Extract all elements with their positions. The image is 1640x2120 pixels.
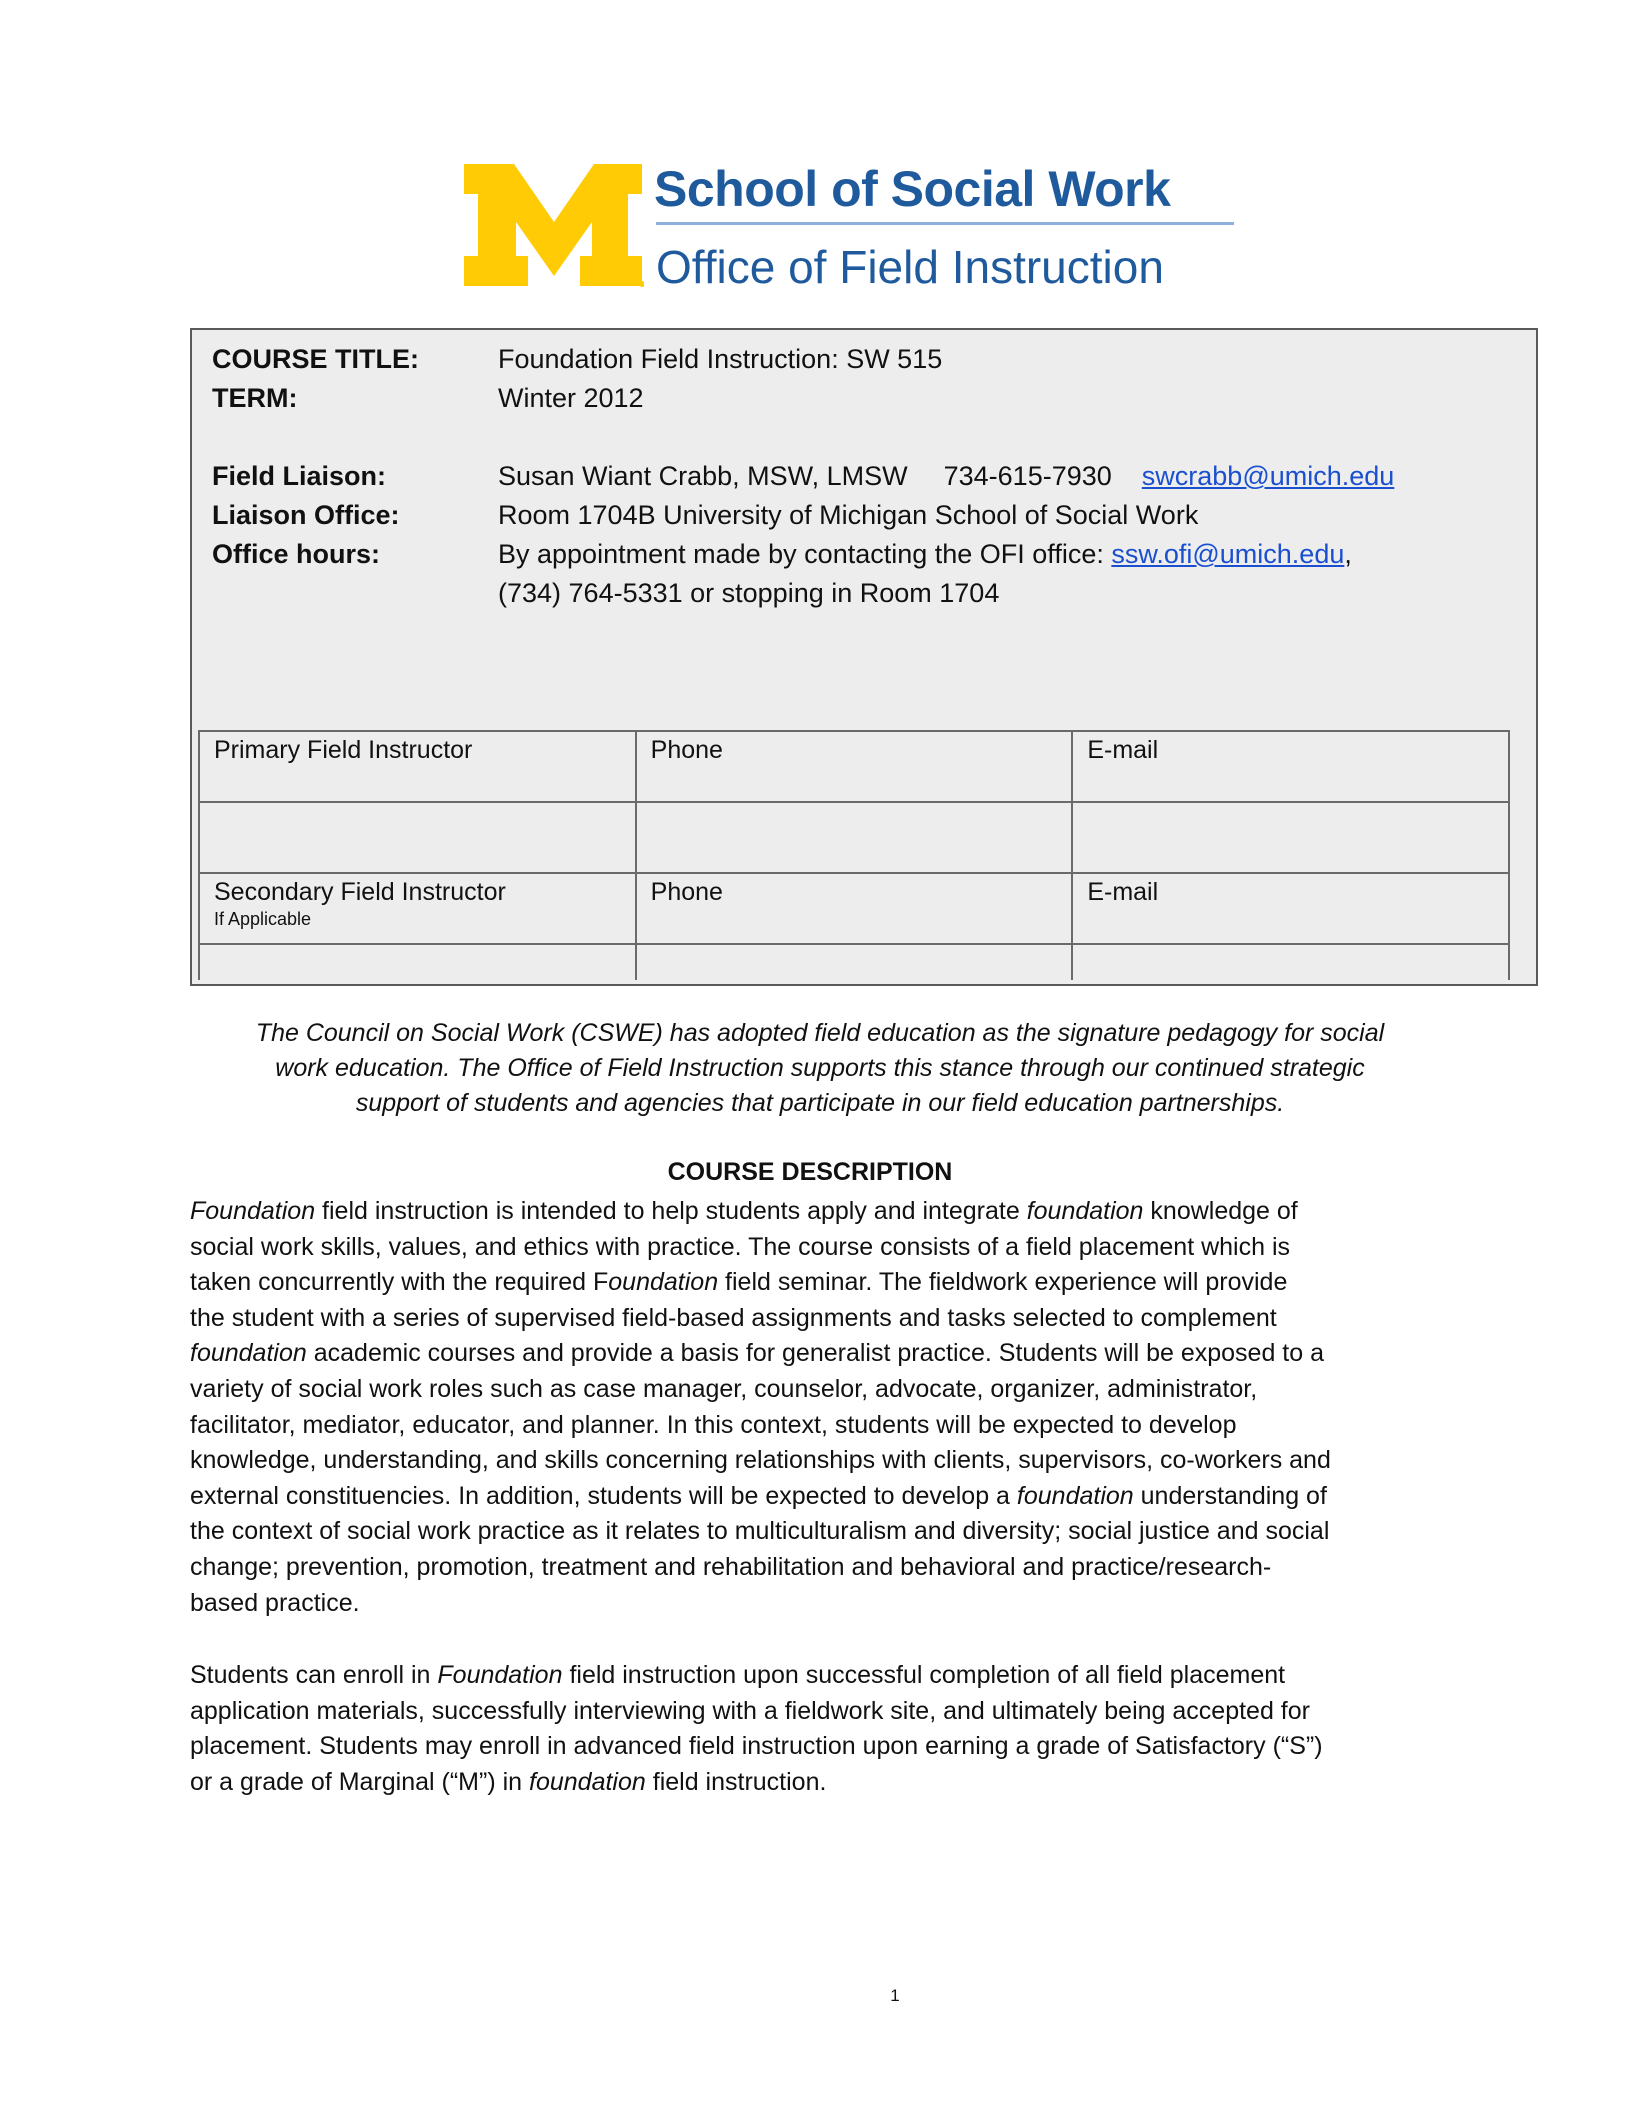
secondary-instructor-header-cell xyxy=(199,873,636,944)
paragraph-line: the student with a series of supervised field-based assignments and tasks selected to complement xyxy=(190,1303,1277,1332)
office-hours-value xyxy=(498,539,1352,570)
course-description-paragraph-1 xyxy=(190,1194,1440,1621)
table-row xyxy=(199,873,1509,944)
term-value: Winter 2012 xyxy=(498,383,644,413)
primary-instructor-header: Primary Field Instructor xyxy=(199,731,636,802)
field-liaison-value xyxy=(498,461,1394,492)
cswe-statement xyxy=(190,1016,1450,1121)
term-label: TERM: xyxy=(212,383,298,413)
paragraph-line: social work skills, values, and ethics with practice. The course consists of a field placement which is xyxy=(190,1232,1291,1261)
paragraph-line: based practice. xyxy=(190,1588,360,1617)
paragraph-line xyxy=(190,1765,1440,1801)
office-name: Office of Field Instruction xyxy=(656,241,1164,293)
line-text: field seminar. The fieldwork experience will provide xyxy=(718,1268,1288,1297)
paragraph-line: knowledge, understanding, and skills concerning relationships with clients, supervisors, co-workers and xyxy=(190,1446,1331,1475)
secondary-email-header: E-mail xyxy=(1072,873,1509,944)
primary-email-field[interactable] xyxy=(1072,802,1509,873)
paragraph-line xyxy=(190,1194,1440,1230)
line-text: field instruction is intended to help students apply and integrate xyxy=(315,1197,1027,1225)
paragraph-line: change; prevention, promotion, treatment and rehabilitation and behavioral and practice/research- xyxy=(190,1552,1272,1581)
office-hours-comma: , xyxy=(1344,539,1352,569)
paragraph-line xyxy=(190,1479,1440,1515)
line-text: academic courses and provide a basis for generalist practice. Students will be exposed to a xyxy=(306,1339,1325,1368)
line-text: Students can enroll in xyxy=(190,1661,438,1689)
line-text: field instruction. xyxy=(645,1767,827,1796)
emphasis-text: oundation xyxy=(608,1268,719,1297)
office-hours-line2: (734) 764-5331 or stopping in Room 1704 xyxy=(498,578,1000,608)
line-text: field instruction upon successful completion of all field placement xyxy=(562,1661,1286,1689)
logo-divider xyxy=(656,222,1234,225)
paragraph-line: application materials, successfully interviewing with a fieldwork site, and ultimately being accepted for xyxy=(190,1696,1310,1725)
emphasis-text: foundation xyxy=(190,1339,307,1368)
primary-instructor-field[interactable] xyxy=(199,802,636,873)
field-instructor-table xyxy=(198,730,1510,980)
table-row xyxy=(199,944,1509,980)
liaison-office-label: Liaison Office: xyxy=(212,500,400,530)
secondary-instructor-field[interactable] xyxy=(199,944,636,980)
statement-line: The Council on Social Work (CSWE) has adopted field education as the signature pedagogy for social xyxy=(255,1019,1385,1047)
paragraph-line: variety of social work roles such as case manager, counselor, advocate, organizer, administrator, xyxy=(190,1374,1258,1403)
primary-phone-header: Phone xyxy=(636,731,1073,802)
paragraph-line xyxy=(190,1336,1440,1372)
paragraph-line xyxy=(190,1265,1440,1301)
field-liaison-phone: 734-615-7930 xyxy=(943,461,1112,491)
primary-phone-field[interactable] xyxy=(636,802,1073,873)
office-hours-label: Office hours: xyxy=(212,539,381,569)
liaison-office-value: Room 1704B University of Michigan School of Social Work xyxy=(498,500,1199,530)
course-description-heading: COURSE DESCRIPTION xyxy=(667,1158,953,1186)
emphasis-text: foundation xyxy=(1026,1197,1144,1225)
emphasis-text: foundation xyxy=(529,1767,646,1796)
line-text: understanding of xyxy=(1133,1481,1327,1510)
secondary-phone-field[interactable] xyxy=(636,944,1073,980)
school-name: School of Social Work xyxy=(654,161,1171,217)
block-m-logo-icon xyxy=(464,160,644,290)
emphasis-text: foundation xyxy=(1016,1481,1134,1510)
course-title-value: Foundation Field Instruction: SW 515 xyxy=(498,344,943,374)
secondary-instructor-header: Secondary Field Instructor xyxy=(214,878,506,906)
emphasis-text: Foundation xyxy=(437,1661,563,1689)
secondary-instructor-note: If Applicable xyxy=(214,909,312,929)
line-text: external constituencies. In addition, students will be expected to develop a xyxy=(190,1481,1017,1510)
course-title-label: COURSE TITLE: xyxy=(212,344,419,374)
field-liaison-label: Field Liaison: xyxy=(212,461,387,491)
field-liaison-email-link[interactable]: swcrabb@umich.edu xyxy=(1141,461,1395,491)
line-text: knowledge of xyxy=(1143,1197,1298,1225)
field-liaison-name: Susan Wiant Crabb, MSW, LMSW xyxy=(498,461,908,491)
emphasis-text: Foundation xyxy=(190,1197,316,1225)
line-text: taken concurrently with the required F xyxy=(190,1268,609,1297)
secondary-email-field[interactable] xyxy=(1072,944,1509,980)
table-row xyxy=(199,802,1509,873)
header-logo xyxy=(464,160,1244,293)
paragraph-line: facilitator, mediator, educator, and planner. In this context, students will be expected to develop xyxy=(190,1410,1237,1439)
course-info-box xyxy=(190,328,1538,986)
paragraph-line xyxy=(190,1658,1440,1694)
table-row xyxy=(199,731,1509,802)
course-description-paragraph-2 xyxy=(190,1658,1440,1800)
office-hours-text: By appointment made by contacting the OFI office: xyxy=(498,539,1112,569)
paragraph-line: placement. Students may enroll in advanced field instruction upon earning a grade of Satisfactory (“S”) xyxy=(190,1732,1323,1761)
primary-email-header: E-mail xyxy=(1072,731,1509,802)
statement-line: support of students and agencies that participate in our field education partnerships. xyxy=(355,1089,1285,1117)
secondary-phone-header: Phone xyxy=(636,873,1073,944)
paragraph-line: the context of social work practice as it relates to multiculturalism and diversity; social justice and social xyxy=(190,1517,1330,1546)
ofi-email-link[interactable]: ssw.ofi@umich.edu xyxy=(1111,539,1345,569)
page-number: 1 xyxy=(890,1986,900,2005)
line-text: or a grade of Marginal (“M”) in xyxy=(190,1767,530,1796)
statement-line: work education. The Office of Field Instruction supports this stance through our continued strategic xyxy=(275,1054,1365,1082)
